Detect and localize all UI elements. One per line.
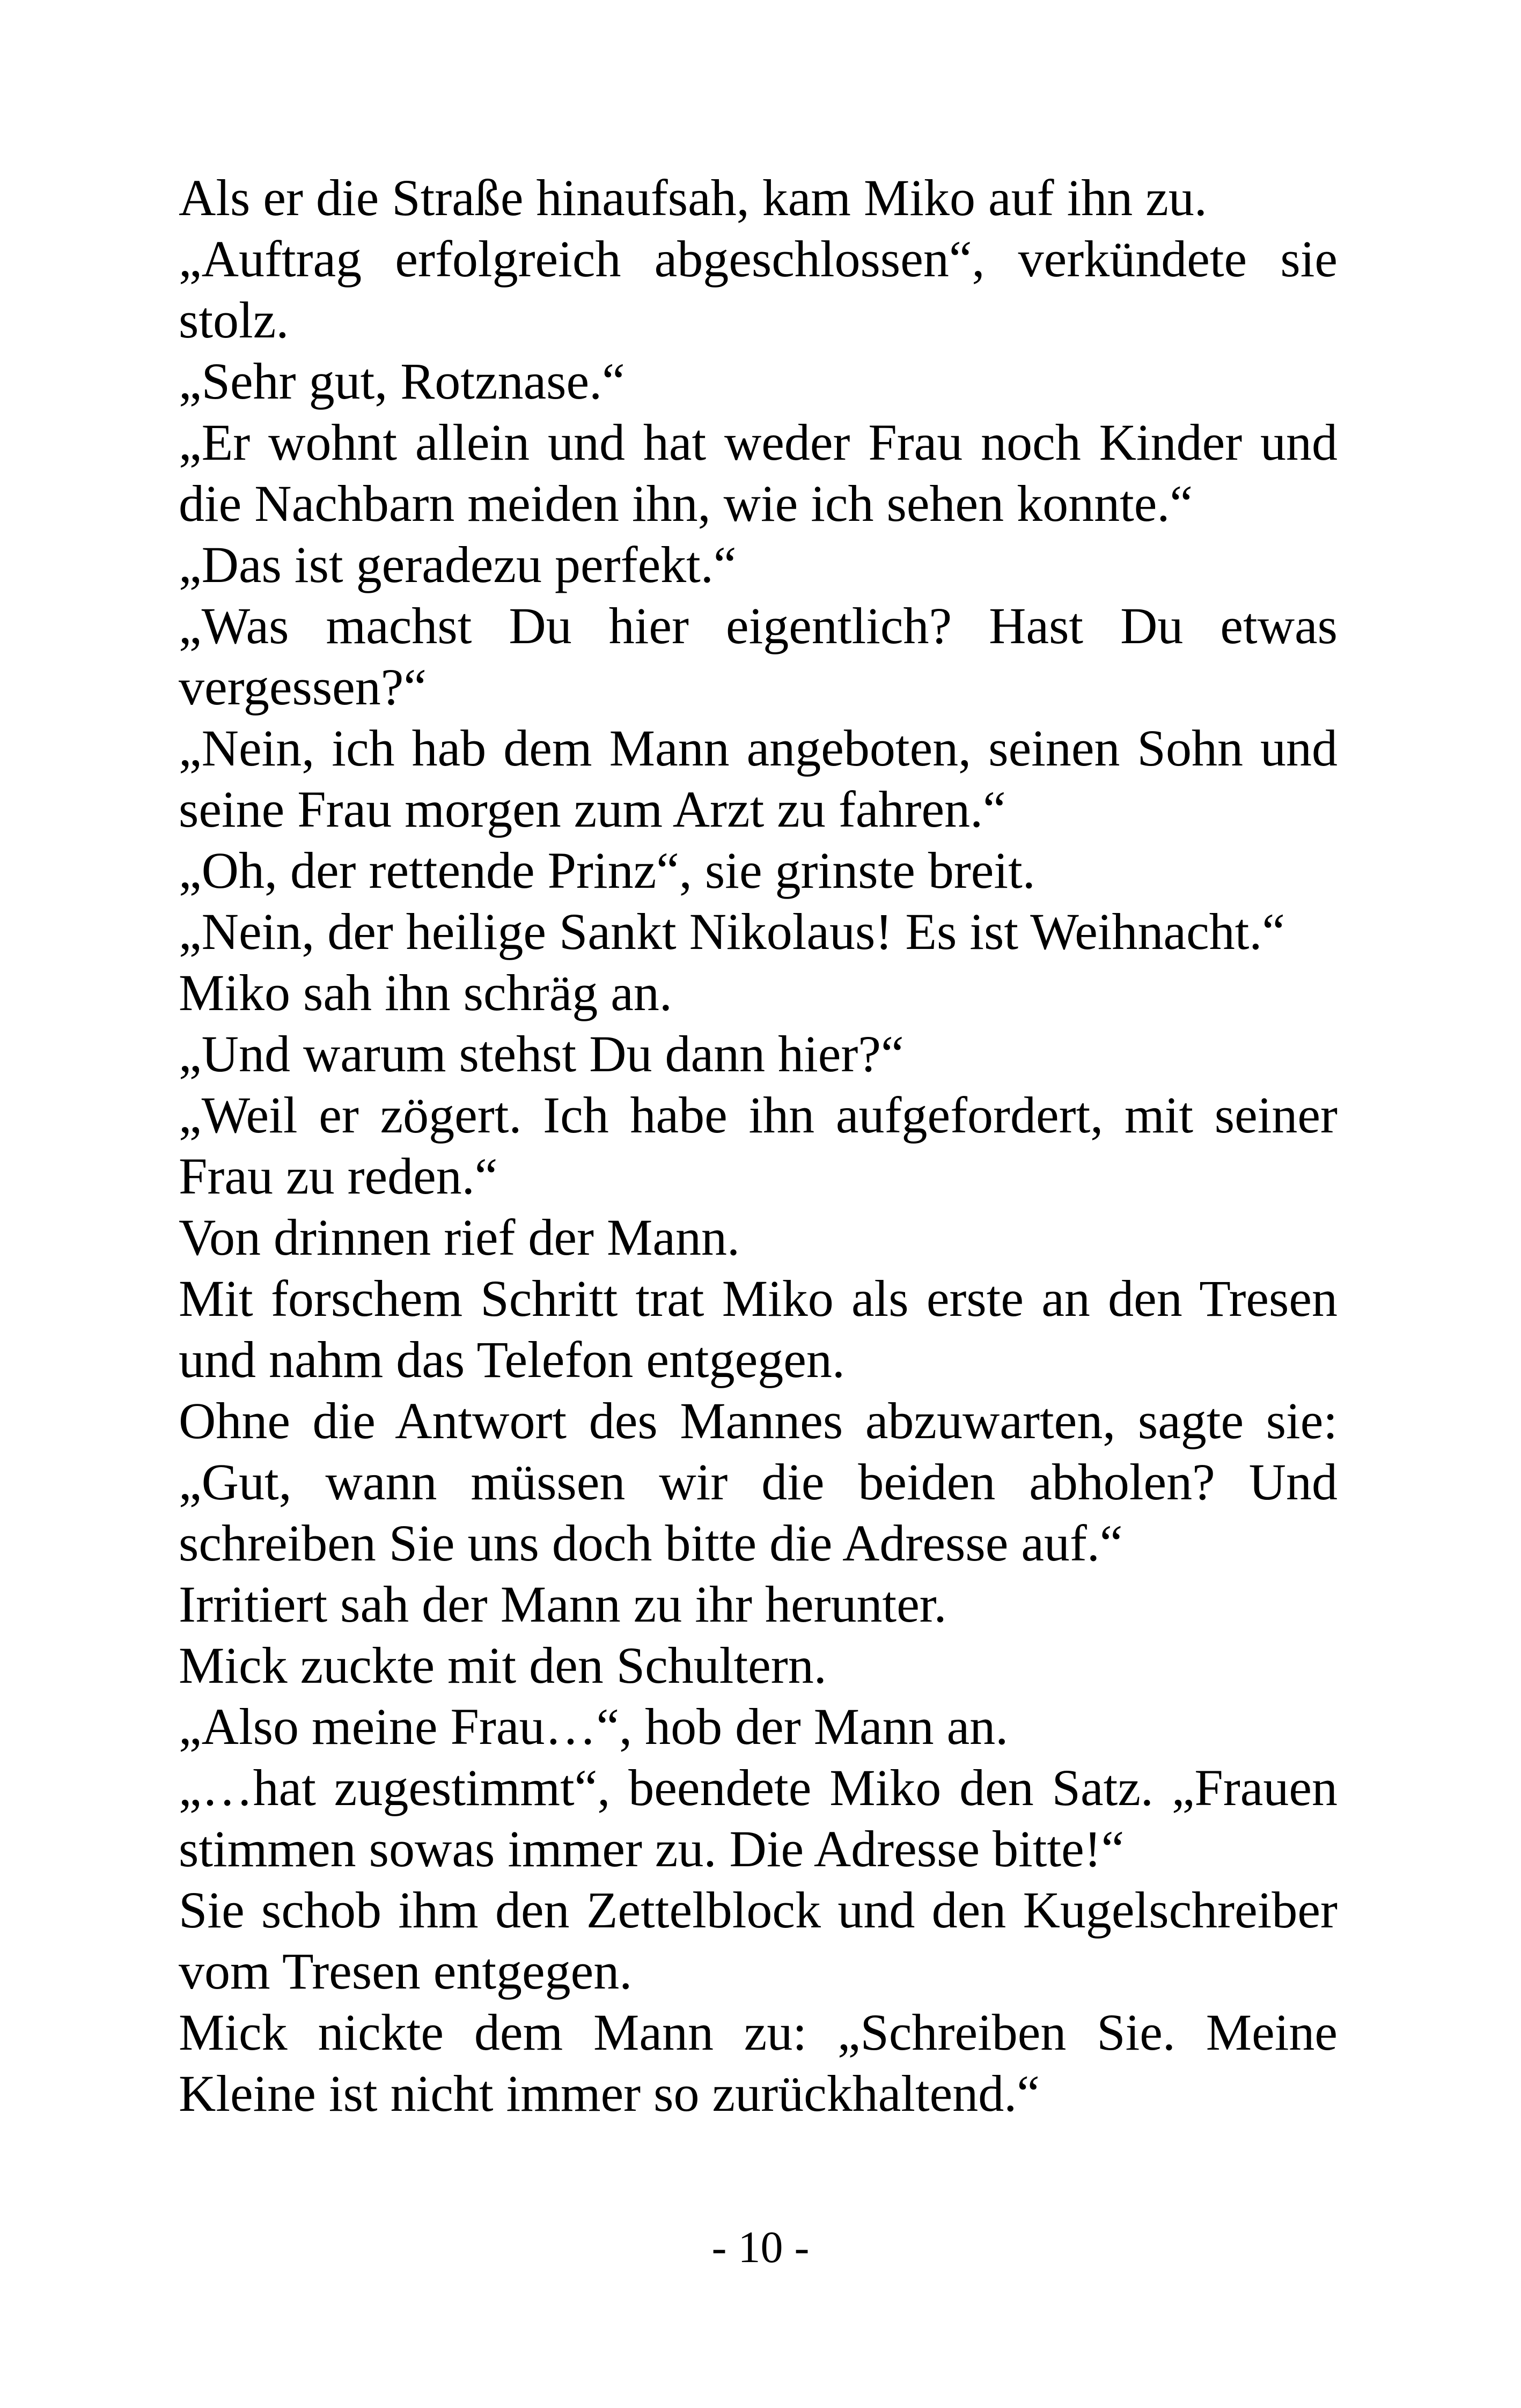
- paragraph: „Und warum stehst Du dann hier?“: [179, 1025, 904, 1083]
- paragraph: Mick zuckte mit den Schultern.: [179, 1637, 827, 1694]
- paragraph: „Auftrag erfolgreich abgeschlossen“, verkündete sie stolz.: [179, 230, 1338, 349]
- paragraph: „Er wohnt allein und hat weder Frau noch Kinder und die Nachbarn meiden ihn, wie ich sehen konnte.“: [179, 414, 1338, 532]
- paragraph: „…hat zugestimmt“, beendete Miko den Satz. „Frauen stimmen sowas immer zu. Die Adresse bitte!“: [179, 1759, 1338, 1877]
- paragraph: „Das ist geradezu perfekt.“: [179, 536, 737, 593]
- paragraph: „Sehr gut, Rotznase.“: [179, 352, 625, 410]
- paragraph: „Was machst Du hier eigentlich? Hast Du etwas vergessen?“: [179, 597, 1338, 716]
- paragraph: Ohne die Antwort des Mannes abzuwarten, sagte sie: „Gut, wann müssen wir die beiden abholen? Und schreiben Sie uns doch bitte die Adresse auf.“: [179, 1392, 1338, 1572]
- paragraph: Von drinnen rief der Mann.: [179, 1209, 740, 1266]
- paragraph: „Weil er zögert. Ich habe ihn aufgefordert, mit seiner Frau zu reden.“: [179, 1086, 1338, 1205]
- paragraph: Sie schob ihm den Zettelblock und den Kugelschreiber vom Tresen entgegen.: [179, 1881, 1338, 2000]
- paragraph: Irritiert sah der Mann zu ihr herunter.: [179, 1575, 947, 1633]
- paragraph: Mit forschem Schritt trat Miko als erste an den Tresen und nahm das Telefon entgegen.: [179, 1270, 1338, 1388]
- page-body-text: [179, 167, 1338, 2124]
- paragraph: „Nein, der heilige Sankt Nikolaus! Es ist Weihnacht.“: [179, 903, 1285, 960]
- paragraph: Als er die Straße hinaufsah, kam Miko auf ihn zu.: [179, 169, 1207, 226]
- paragraph: „Oh, der rettende Prinz“, sie grinste breit.: [179, 842, 1035, 899]
- paragraph: „Nein, ich hab dem Mann angeboten, seinen Sohn und seine Frau morgen zum Arzt zu fahren.“: [179, 719, 1338, 838]
- paragraph: „Also meine Frau…“, hob der Mann an.: [179, 1698, 1009, 1755]
- paragraph: Mick nickte dem Mann zu: „Schreiben Sie. Meine Kleine ist nicht immer so zurückhaltend.“: [179, 2004, 1338, 2122]
- page-number: - 10 -: [711, 2222, 810, 2272]
- paragraph: Miko sah ihn schräg an.: [179, 964, 672, 1021]
